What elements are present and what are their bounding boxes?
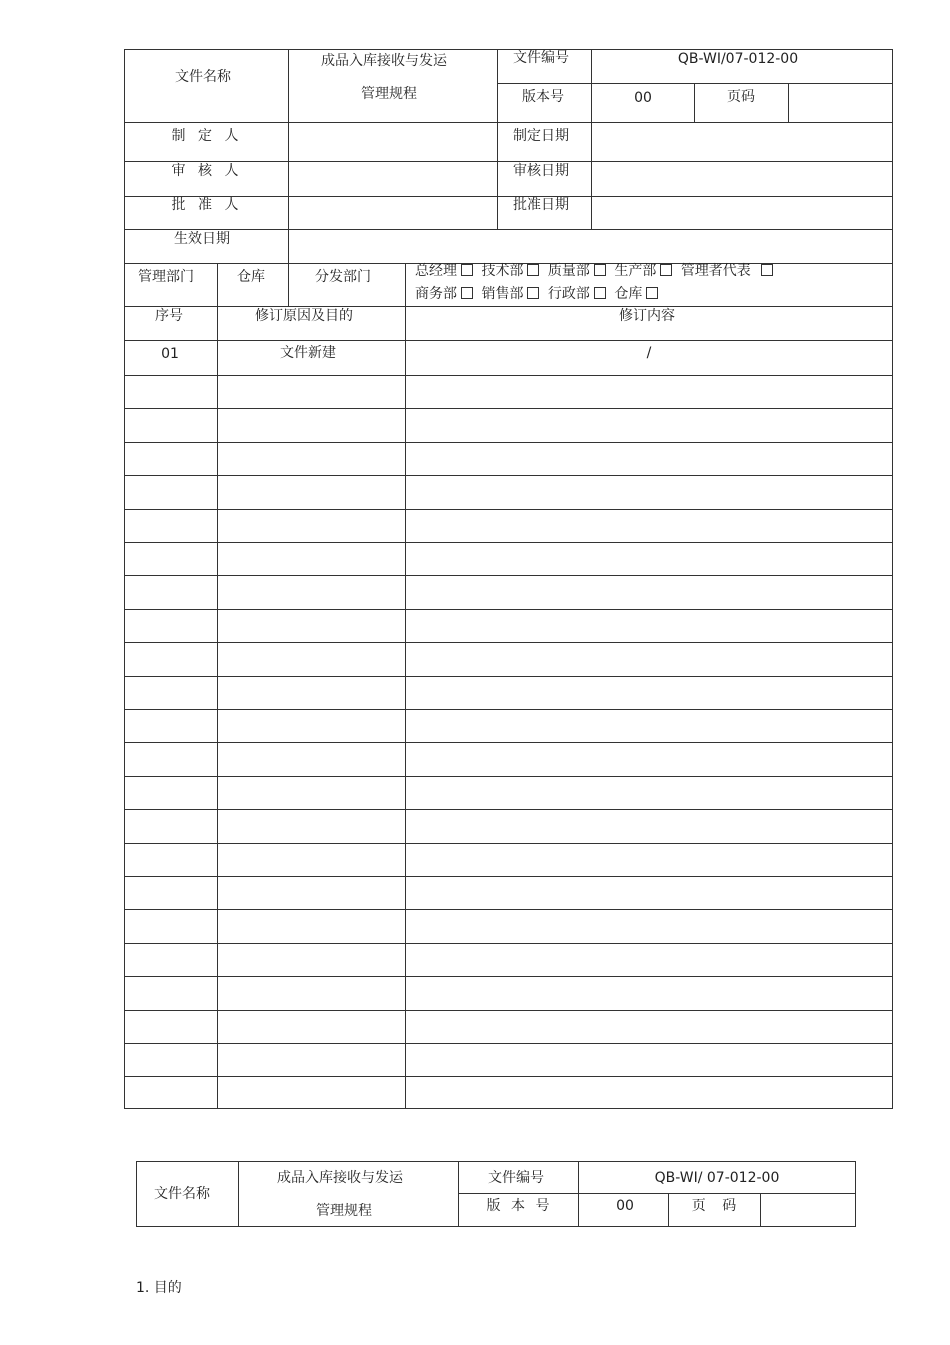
dist-warehouse: 仓库 (614, 286, 643, 302)
revision-row-line (124, 442, 893, 443)
revision-row-line (124, 742, 893, 743)
author-label: 制 定 人 (171, 128, 239, 144)
revision-row-line (124, 1010, 893, 1011)
revision-row-line (124, 1076, 893, 1077)
revision-row-line (124, 475, 893, 476)
checkbox-commerce[interactable] (461, 287, 473, 299)
section-1-heading: 1. 目的 (136, 1280, 182, 1296)
revision-row-line (124, 676, 893, 677)
revision-row-line (124, 375, 893, 376)
col-header-reason: 修订原因及目的 (255, 308, 353, 324)
version-number: 00 (634, 90, 652, 106)
author-date-label: 制定日期 (513, 128, 569, 144)
col-header-number: 序号 (155, 308, 183, 324)
distribution-checklist-row2 (415, 285, 662, 303)
revision-row-line (124, 542, 893, 543)
page-label: 页码 (727, 89, 755, 105)
checkbox-production[interactable] (660, 264, 672, 276)
revision-row-line (124, 876, 893, 877)
approver-date-label: 批准日期 (513, 197, 569, 213)
dist-sales: 销售部 (481, 286, 524, 302)
checkbox-general-manager[interactable] (461, 264, 473, 276)
dist-quality: 质量部 (547, 263, 590, 279)
reviewer-date-label: 审核日期 (513, 163, 569, 179)
header2-file-name-label: 文件名称 (154, 1186, 210, 1202)
document-title-line2: 管理规程 (361, 86, 417, 102)
revision-row-line (124, 943, 893, 944)
approver-label: 批 准 人 (171, 197, 239, 213)
file-number: QB-WI/07-012-00 (677, 51, 799, 67)
revision-row-line (124, 575, 893, 576)
revision-row-line (124, 509, 893, 510)
dist-admin: 行政部 (547, 286, 590, 302)
effective-date-label: 生效日期 (174, 231, 230, 247)
header2-page-label: 页 码 (691, 1198, 737, 1214)
header2-file-number-label: 文件编号 (488, 1170, 544, 1186)
revision-row-line (124, 709, 893, 710)
revision-row-line (124, 776, 893, 777)
distribution-dept-label: 分发部门 (315, 269, 371, 285)
checkbox-quality[interactable] (594, 264, 606, 276)
revision-row-reason: 文件新建 (280, 345, 336, 361)
reviewer-label: 审 核 人 (171, 163, 239, 179)
distribution-checklist-row1 (415, 262, 777, 280)
revision-row-line (124, 976, 893, 977)
checkbox-management-rep[interactable] (761, 264, 773, 276)
managing-dept-value: 仓库 (237, 269, 265, 285)
managing-dept-label: 管理部门 (138, 269, 194, 285)
file-number-label: 文件编号 (513, 50, 569, 66)
revision-row-line (124, 609, 893, 610)
dist-commerce: 商务部 (415, 286, 457, 302)
revision-row-line (124, 909, 893, 910)
revision-row-line (124, 408, 893, 409)
revision-row-content: / (646, 345, 652, 361)
dist-production: 生产部 (614, 263, 657, 279)
document-title-line1: 成品入库接收与发运 (321, 53, 447, 69)
checkbox-admin[interactable] (594, 287, 606, 299)
checkbox-sales[interactable] (527, 287, 539, 299)
version-label: 版本号 (522, 89, 564, 105)
file-name-label: 文件名称 (175, 69, 231, 85)
revision-row-line (124, 843, 893, 844)
col-header-content: 修订内容 (619, 308, 675, 324)
dist-management-rep: 管理者代表 (680, 263, 751, 279)
dist-general-manager: 总经理 (415, 263, 457, 279)
document-control-table (124, 49, 893, 1109)
header2-title-line1: 成品入库接收与发运 (277, 1170, 403, 1186)
revision-row-line (124, 642, 893, 643)
revision-row-line (124, 809, 893, 810)
revision-row-number: 01 (161, 346, 179, 362)
checkbox-warehouse[interactable] (646, 287, 658, 299)
checkbox-technical[interactable] (527, 264, 539, 276)
header2-title-line2: 管理规程 (316, 1203, 372, 1219)
header2-version-label: 版 本 号 (486, 1198, 550, 1214)
header2-version-number: 00 (616, 1198, 634, 1214)
header2-file-number: QB-WI/ 07-012-00 (654, 1170, 780, 1186)
dist-technical: 技术部 (481, 263, 524, 279)
revision-row-line (124, 1043, 893, 1044)
